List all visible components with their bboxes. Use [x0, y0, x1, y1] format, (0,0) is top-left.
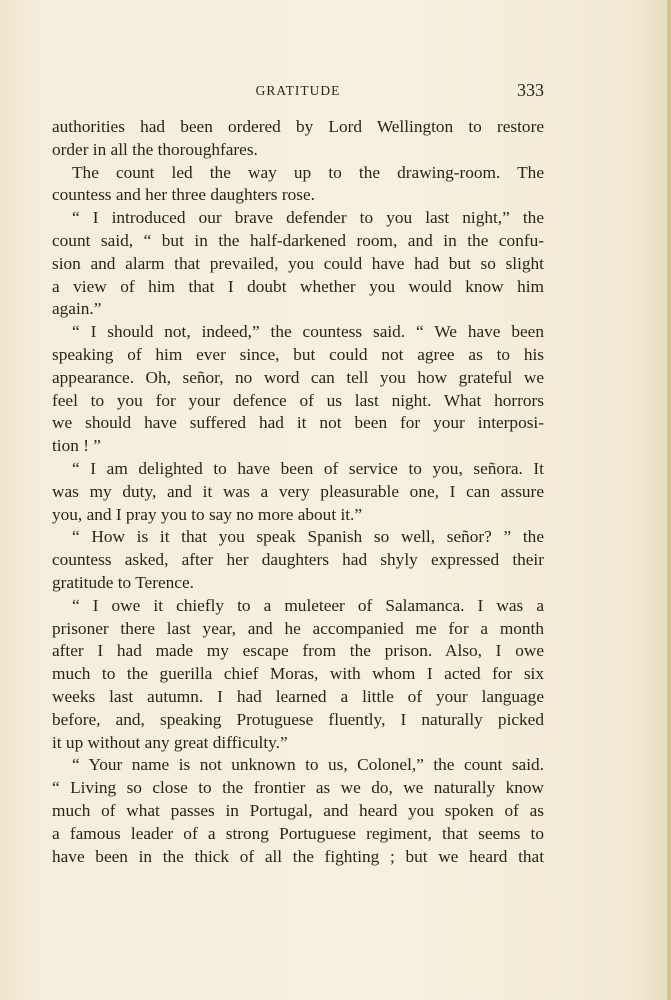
page-edge [667, 0, 671, 1000]
running-head: GRATITUDE [255, 83, 341, 98]
body-text [52, 116, 544, 868]
text-line: a view of him that I doubt whether you would know him [52, 276, 544, 296]
text-line: “ Your name is not unknown to us, Colonel,” the count said. [72, 755, 544, 775]
text-line: have been in the thick of all the fighting ; but we heard that [52, 846, 544, 866]
text-line: feel to you for your defence of us last night. What horrors [52, 390, 544, 410]
text-line: count said, “ but in the half-darkened room, and in the confu- [52, 230, 544, 250]
text-line: sion and alarm that prevailed, you could have had but so slight [52, 253, 544, 273]
text-line: “ Living so close to the frontier as we do, we naturally know [52, 778, 544, 798]
text-line: before, and, speaking Protuguese fluently, I naturally picked [52, 709, 544, 729]
text-line: we should have suffered had it not been for your interposi- [52, 413, 544, 433]
text-line: “ I am delighted to have been of service to you, señora. It [72, 458, 544, 478]
text-line: again.” [52, 299, 102, 319]
text-line: appearance. Oh, señor, no word can tell you how grateful we [52, 367, 544, 387]
page-number: 333 [517, 80, 544, 100]
text-line: was my duty, and it was a very pleasurable one, I can assure [52, 481, 544, 501]
text-line: The count led the way up to the drawing-room. The [72, 162, 544, 182]
text-line: speaking of him ever since, but could not agree as to his [52, 344, 544, 364]
text-line: much to the guerilla chief Moras, with whom I acted for six [52, 664, 544, 684]
text-line: prisoner there last year, and he accompanied me for a month [52, 618, 544, 638]
text-line: a famous leader of a strong Portuguese regiment, that seems to [52, 823, 544, 843]
text-line: after I had made my escape from the prison. Also, I owe [52, 641, 544, 661]
text-line: countess asked, after her daughters had shyly expressed their [52, 550, 544, 570]
text-line: much of what passes in Portugal, and heard you spoken of as [52, 800, 544, 820]
text-line: tion ! ” [52, 436, 101, 456]
text-line: you, and I pray you to say no more about it.” [52, 504, 363, 524]
text-line: authorities had been ordered by Lord Wellington to restore [52, 117, 544, 136]
text-line: it up without any great difficulty.” [52, 732, 288, 752]
text-line: “ I owe it chiefly to a muleteer of Salamanca. I was a [72, 595, 544, 615]
text-line: “ I introduced our brave defender to you last night,” the [72, 208, 544, 228]
text-line: countess and her three daughters rose. [52, 185, 315, 205]
text-line: “ How is it that you speak Spanish so well, señor? ” the [72, 527, 544, 547]
text-line: gratitude to Terence. [52, 572, 194, 592]
text-line: order in all the thoroughfares. [52, 139, 258, 159]
text-line: weeks last autumn. I had learned a little of your language [52, 686, 544, 706]
page-header [52, 80, 544, 104]
text-line: “ I should not, indeed,” the countess said. “ We have been [72, 322, 544, 342]
